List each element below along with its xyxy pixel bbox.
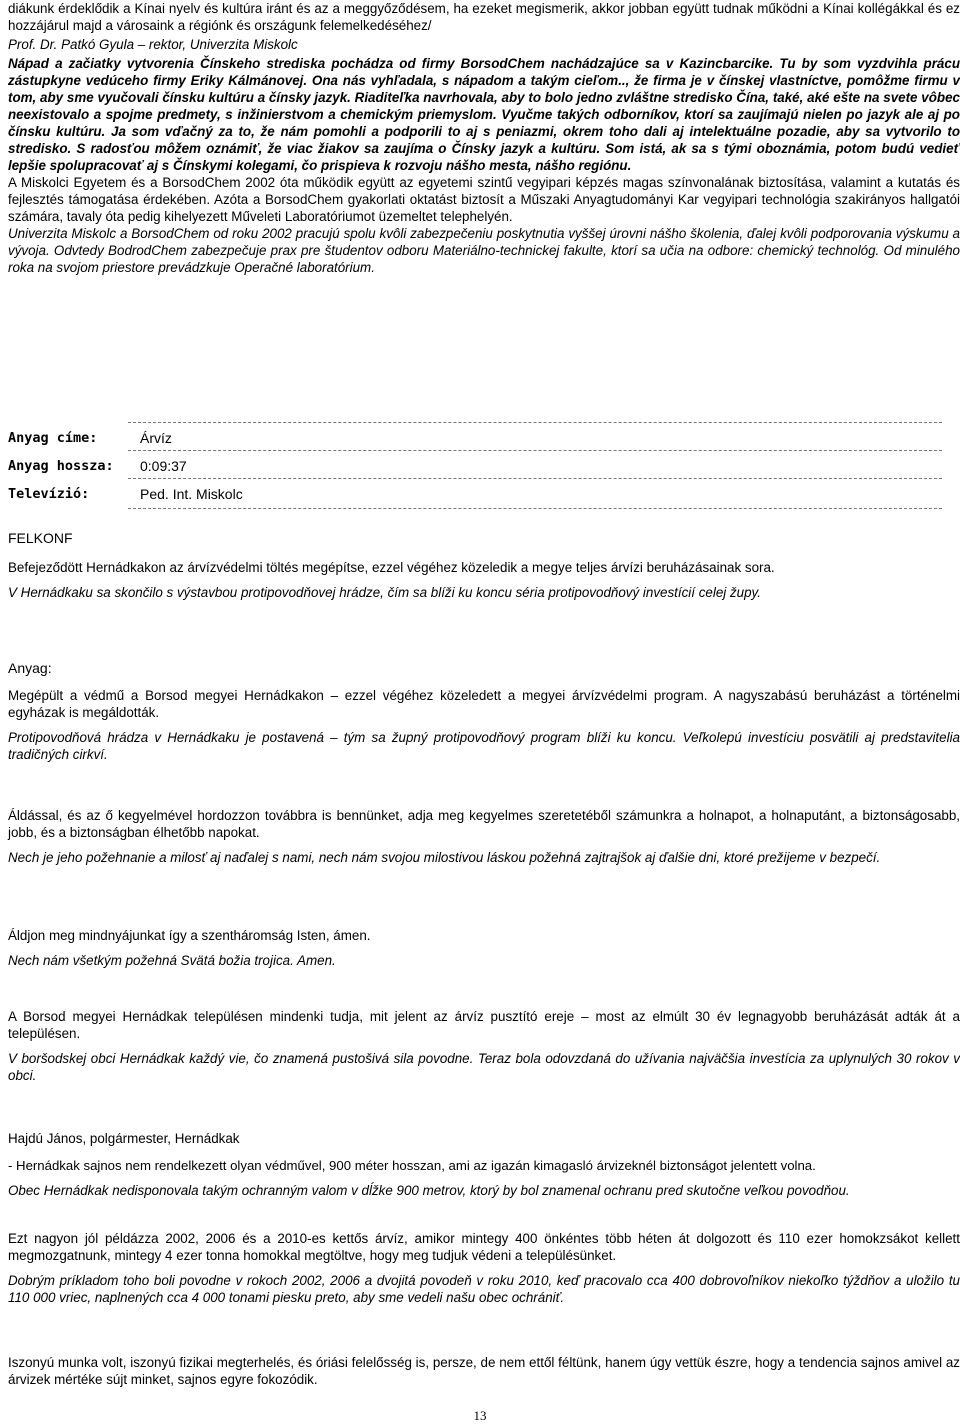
p6-sk: Obec Hernádkak nedisponovala takým ochranným valom v dĺžke 900 metrov, ktorý by bol znamenal ochranu pred skutočne veľkou povodňou.	[8, 1183, 850, 1198]
p3-block	[8, 807, 960, 866]
tv-label: Televízió:	[8, 486, 90, 502]
felkonf-heading-block	[8, 530, 960, 547]
p1-block	[8, 559, 960, 601]
p8-hu: Iszonyú munka volt, iszonyú fizikai megterhelés, és óriási felelősség is, persze, de nem ettől féltünk, hanem úgy vettük észre, hogy a tendencia sajnos amivel az árvizek mértéke sújt minket, sajnos egyre fokozódik.	[8, 1355, 960, 1387]
p7-block	[8, 1230, 960, 1306]
divider	[128, 508, 942, 509]
p2-block	[8, 687, 960, 763]
p6-hu: - Hernádkak sajnos nem rendelkezett olyan védművel, 900 méter hosszan, ami az igazán kimagasló árvizeknél biztonságot jelentett volna.	[8, 1158, 816, 1173]
p2-hu: Megépült a védmű a Borsod megyei Hernádkakon – ezzel végéhez közeledett a megyei árvízvédelmi program. A nagyszabású beruházást a történelmi egyházak is megáldották.	[8, 688, 960, 720]
p3-sk: Nech je jeho požehnanie a milosť aj naďalej s nami, nech nám svojou milostivou láskou požehná zajtrajšok aj ďalšie dni, ktoré prežijeme v bezpečí.	[8, 850, 881, 865]
intro-text-hu: diákunk érdeklődik a Kínai nyelv és kultúra iránt és az a meggyőződésem, ha ezeket megismerik, akkor jobban együtt tudnak működni a Kínai kollégákkal és ez hozzájárul majd a városaink a régiónk és országunk felemelkedéséhez/	[8, 1, 960, 33]
tv-value: Ped. Int. Miskolc	[140, 486, 243, 502]
length-label: Anyag hossza:	[8, 458, 114, 474]
author-line: Prof. Dr. Patkó Gyula – rektor, Univerzita Miskolc	[8, 37, 298, 52]
p4-sk: Nech nám všetkým požehná Svätá božia trojica. Amen.	[8, 953, 336, 968]
hu-paragraph: A Miskolci Egyetem és a BorsodChem 2002 óta működik együtt az egyetemi szintű vegyipari képzés magas színvonalának biztosítása, valamint a kutatás és fejlesztés támogatása érdekében. Azóta a BorsodChem gyakorlati oktatást biztosít a Műszaki Anyagtudományi Kar vegyipari technológia szakirányos hallgatói számára, tavaly óta pedig kihelyezett Műveleti Laboratóriumot üzemeltet telephelyén.	[8, 175, 960, 224]
p8-block	[8, 1354, 960, 1388]
title-value: Árvíz	[140, 430, 172, 446]
sk-paragraph: Univerzita Miskolc a BorsodChem od roku 2002 pracujú spolu kvôli zabezpečeniu poskytnutia vyššej úrovni nášho školenia, ďalej kvôli podporovania výskumu a vývoja. Odvtedy BodrodChem zabezpečuje prax pre študentov odboru Materiálno-technickej fakulte, ktorí sa učia na odbore: chemický technológ. Od minulého roka na svojom priestore prevádzkuje Operačné laboratórium.	[8, 226, 960, 275]
divider	[128, 450, 942, 451]
sk-bold-paragraph: Nápad a začiatky vytvorenia Čínskeho strediska pochádza od firmy BorsodChem nachádzajúce sa v Kazincbarcike. Tu by som vyzdvihla prácu zástupkyne vedúceho firmy Eriky Kálmánovej. Ona nás vyhľadala, s nápadom a takým cieľom.., že firma je v čínskej vlastníctve, pomôžme firmu v tom, aby sme vyučovali čínsku kultúru a čínsky jazyk. Riaditeľka navrhovala, aby to bolo jedno zvláštne stredisko Čína, také, aké ešte na svete vôbec neexistovalo a spojme predmety, s inžinierstvom a chemickým priemyslom. Vyučme takých odborníkov, ktorí sa zaujímajú nielen po jazyk ale aj po čínsku kultúru. Ja som vďačný za to, že nám pomohli a podporili to aj s peniazmi, okrem toho dali aj intelektuálne pozadie, aby sa vytvorilo to stredisko. S radosťou môžem oznámiť, že viac žiakov sa zaujíma o Čínsky jazyk a kultúru. Som istá, ak sa s tými oboznámia, potom budú vedieť lepšie spolupracovať aj s Čínskymi kolegami, čo prispieva k rozvoju nášho mesta, nášho regiónu.	[8, 56, 960, 173]
meta-row-length	[8, 458, 938, 486]
anyag-heading-block	[8, 660, 960, 677]
p5-sk: V boršodskej obci Hernádkak každý vie, čo znamená pustošivá sila povodne. Teraz bola odovzdaná do užívania najväčšia investícia za uplynulých 30 rokov v obci.	[8, 1051, 960, 1083]
page-number: 13	[473, 1408, 487, 1423]
p3-hu: Áldással, és az ő kegyelmével hordozzon továbbra is bennünket, adja meg kegyelmes szeretetéből számunkra a holnapot, a holnaputánt, a biztonságosabb, jobb, és a biztonságban élhetőbb napokat.	[8, 808, 960, 840]
divider	[128, 422, 942, 423]
felkonf-heading: FELKONF	[8, 530, 73, 546]
meta-row-title	[8, 430, 938, 458]
p2-sk: Protipovodňová hrádza v Hernádkaku je postavená – tým sa župný protipovodňový program blíži ku koncu. Veľkolepú investíciu posvätili aj predstavitelia tradičných cirkví.	[8, 730, 960, 762]
p4-block	[8, 927, 960, 969]
length-value: 0:09:37	[140, 458, 187, 474]
speaker-block	[8, 1130, 960, 1147]
top-section	[8, 0, 960, 276]
anyag-heading: Anyag:	[8, 660, 52, 676]
p5-hu: A Borsod megyei Hernádkak településen mindenki tudja, mit jelent az árvíz pusztító ereje – most az elmúlt 30 év legnagyobb beruházását adták át a településen.	[8, 1009, 960, 1041]
meta-row-tv	[8, 486, 938, 514]
p7-hu: Ezt nagyon jól példázza 2002, 2006 és a 2010-es kettős árvíz, amikor mintegy 400 önkéntes több héten át dolgozott és 110 ezer homokzsákot kellett megmozgatnunk, mintegy 4 ezer tonna homokkal megtöltve, hogy meg tudjuk védeni a településünket.	[8, 1231, 960, 1263]
p1-hu: Befejeződött Hernádkakon az árvízvédelmi töltés megépítse, ezzel végéhez közeledik a megye teljes árvízi beruházásainak sora.	[8, 560, 775, 575]
p1-sk: V Hernádkaku sa skončilo s výstavbou protipovodňovej hrádze, čím sa blíži ku koncu séria protipovodňový investícií celej župy.	[8, 585, 761, 600]
divider	[128, 478, 942, 479]
p5-block	[8, 1008, 960, 1084]
p4-hu: Áldjon meg mindnyájunkat így a szentháromság Isten, ámen.	[8, 928, 371, 943]
speaker-name: Hajdú János, polgármester, Hernádkak	[8, 1131, 240, 1146]
p7-sk: Dobrým príkladom toho boli povodne v rokoch 2002, 2006 a dvojitá povodeň v roku 2010, keď pracovalo cca 400 dobrovoľníkov niekoľko týždňov a uložilo tu 110 000 vriec, naplnených cca 4 000 tonami piesku preto, aby sme vedeli našu obec ochrániť.	[8, 1273, 960, 1305]
p6-block	[8, 1157, 960, 1199]
title-label: Anyag címe:	[8, 430, 98, 446]
